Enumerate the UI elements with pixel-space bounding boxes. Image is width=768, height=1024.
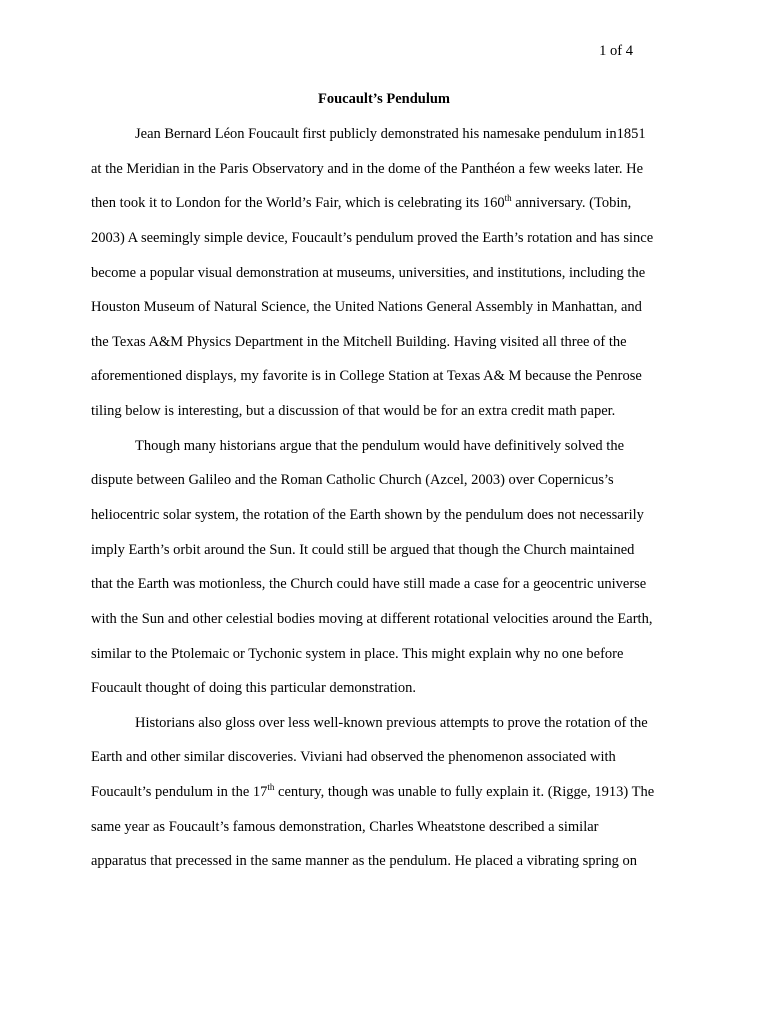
- paragraph-line: Historians also gloss over less well-known previous attempts to prove the rotation of the: [135, 715, 648, 731]
- paragraph-line: same year as Foucault’s famous demonstration, Charles Wheatstone described a similar: [91, 819, 599, 835]
- line-text: then took it to London for the World’s Fair, which is celebrating its 160: [91, 195, 505, 211]
- paragraph-line: Jean Bernard Léon Foucault first publicly demonstrated his namesake pendulum in1851: [135, 126, 646, 142]
- paragraph-line: tiling below is interesting, but a discussion of that would be for an extra credit math paper.: [91, 403, 616, 419]
- paragraph-line: dispute between Galileo and the Roman Catholic Church (Azcel, 2003) over Copernicus’s: [91, 472, 614, 488]
- page-title: Foucault’s Pendulum: [318, 91, 450, 107]
- paragraph-line: Houston Museum of Natural Science, the United Nations General Assembly in Manhattan, and: [91, 299, 642, 315]
- paragraph-line: become a popular visual demonstration at museums, universities, and institutions, including the: [91, 265, 646, 281]
- paragraph-line: Though many historians argue that the pendulum would have definitively solved the: [135, 438, 625, 454]
- paragraph-line: the Texas A&M Physics Department in the Mitchell Building. Having visited all three of the: [91, 334, 627, 350]
- paragraph-line: 2003) A seemingly simple device, Foucault’s pendulum proved the Earth’s rotation and has since: [91, 230, 654, 246]
- line-text: Foucault’s pendulum in the 17: [91, 784, 268, 800]
- line-text: anniversary. (Tobin,: [511, 195, 632, 211]
- paragraph-line: similar to the Ptolemaic or Tychonic system in place. This might explain why no one before: [91, 646, 624, 662]
- paragraph-line: [91, 783, 654, 801]
- paragraph-line: [91, 194, 631, 212]
- paragraph-line: at the Meridian in the Paris Observatory and in the dome of the Panthéon a few weeks later. He: [91, 161, 644, 177]
- line-text: century, though was unable to fully explain it. (Rigge, 1913) The: [274, 784, 655, 800]
- paragraph-line: imply Earth’s orbit around the Sun. It could still be argued that though the Church maintained: [91, 542, 635, 558]
- paragraph-line: apparatus that precessed in the same manner as the pendulum. He placed a vibrating spring on: [91, 853, 637, 869]
- paragraph-line: with the Sun and other celestial bodies moving at different rotational velocities around the Earth,: [91, 611, 653, 627]
- paragraph-line: that the Earth was motionless, the Church could have still made a case for a geocentric universe: [91, 576, 647, 592]
- superscript: th: [504, 193, 512, 203]
- page-number: 1 of 4: [599, 43, 633, 59]
- paragraph-line: Earth and other similar discoveries. Viviani had observed the phenomenon associated with: [91, 749, 616, 765]
- paragraph-line: heliocentric solar system, the rotation of the Earth shown by the pendulum does not necessarily: [91, 507, 644, 523]
- superscript: th: [267, 782, 275, 792]
- paragraph-line: Foucault thought of doing this particular demonstration.: [91, 680, 416, 696]
- paragraph-line: aforementioned displays, my favorite is in College Station at Texas A& M because the Penrose: [91, 368, 642, 384]
